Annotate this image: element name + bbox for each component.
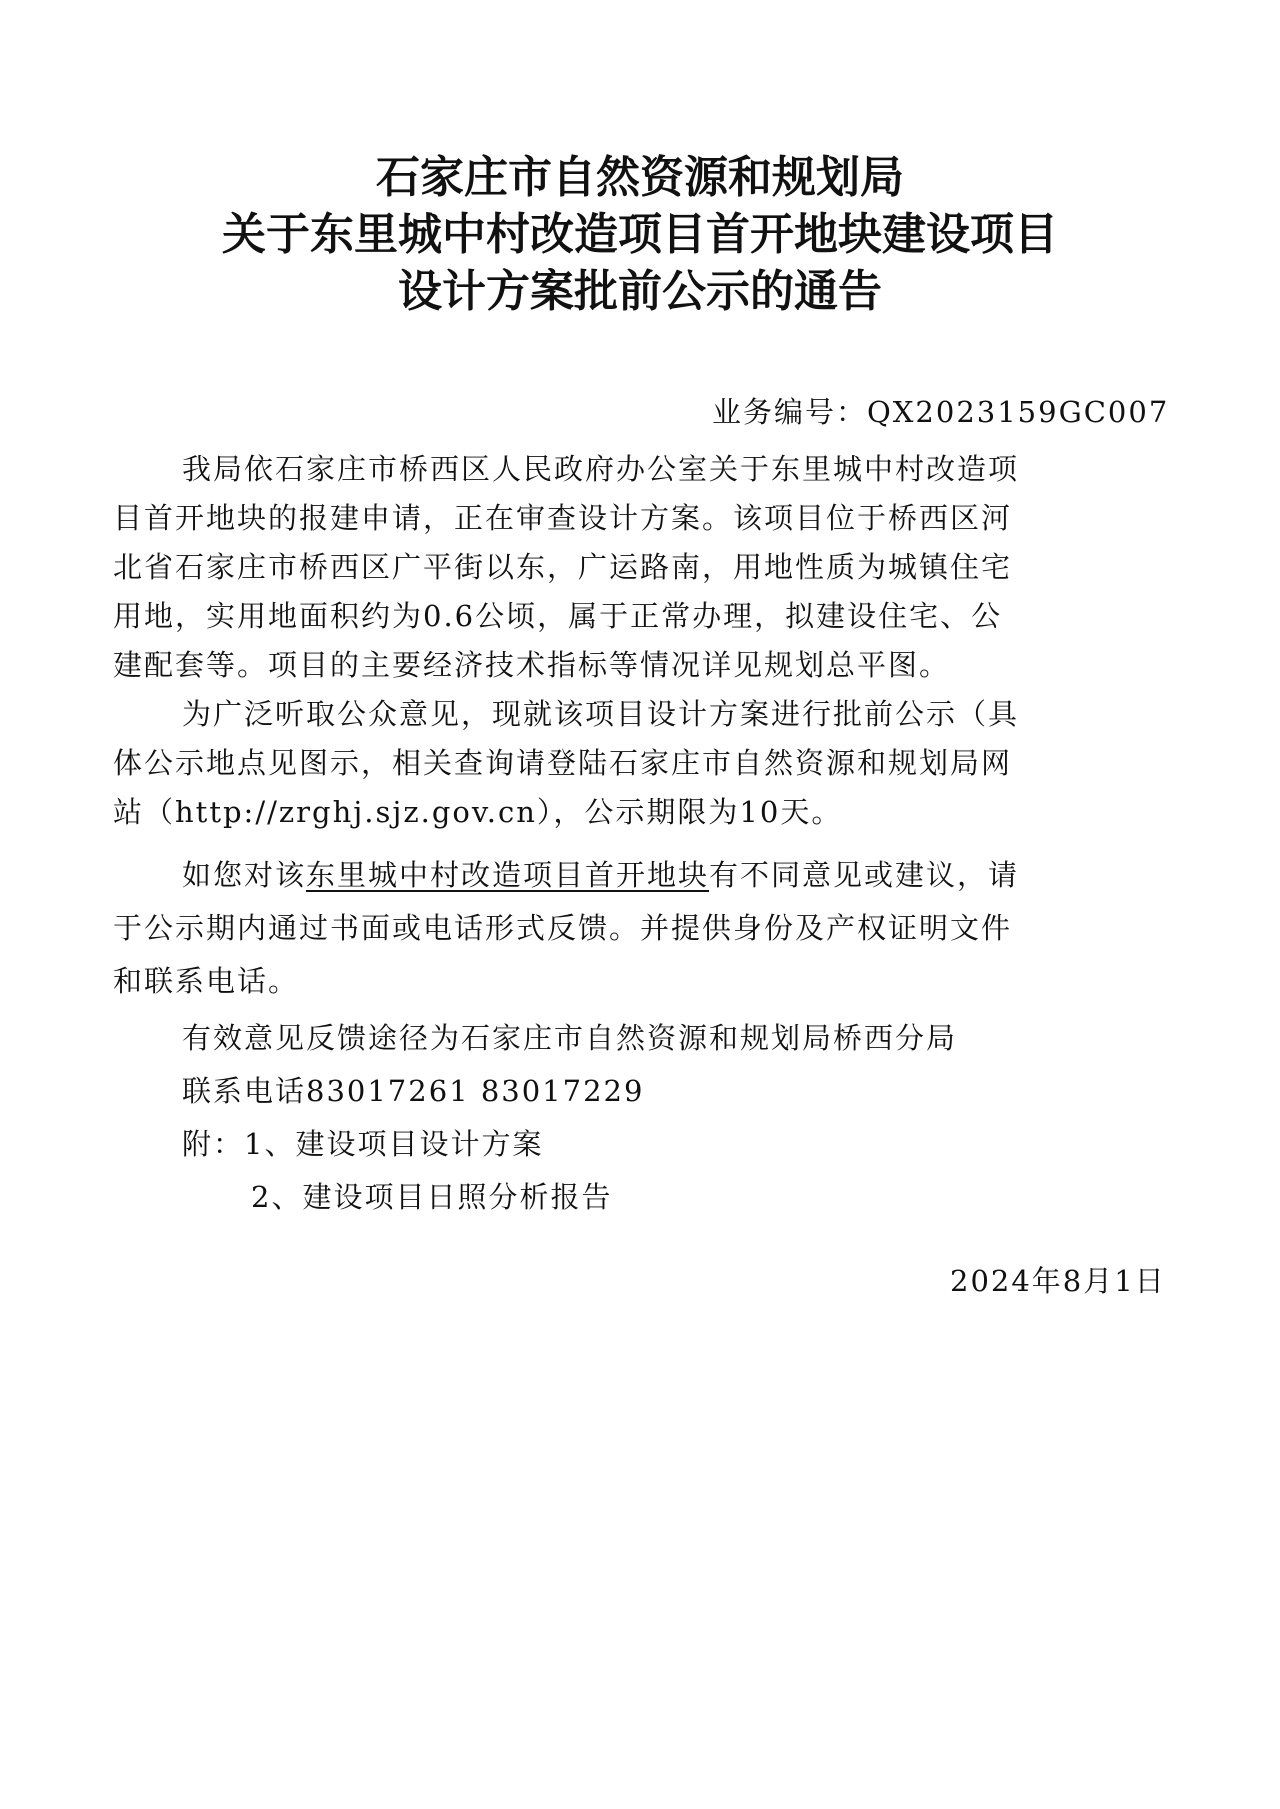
feedback-channel: 有效意见反馈途径为石家庄市自然资源和规划局桥西分局 [182,1021,958,1055]
title-line-2: 关于东里城中村改造项目首开地块建设项目 [222,209,1058,260]
para2-line-1: 为广泛听取公众意见，现就该项目设计方案进行批前公示（具 [182,697,1020,731]
para2-line-2: 体公示地点见图示，相关查询请登陆石家庄市自然资源和规划局网 [113,746,1013,780]
para1-line-4: 用地，实用地面积约为0.6公顷，属于正常办理，拟建设住宅、公 [113,599,1003,633]
para1-line-3: 北省石家庄市桥西区广平街以东，广运路南，用地性质为城镇住宅 [113,550,1013,584]
attachment-1: 附：1、建设项目设计方案 [182,1127,544,1161]
para2-line-3: 站（http://zrghj.sjz.gov.cn），公示期限为10天。 [113,795,843,829]
para3-line-1 [182,855,1019,895]
para3-prefix: 如您对该 [182,858,307,892]
para1-line-2: 目首开地块的报建申请，正在审查设计方案。该项目位于桥西区河 [113,501,1013,535]
title-line-1: 石家庄市自然资源和规划局 [376,152,904,203]
para1-line-5: 建配套等。项目的主要经济技术指标等情况详见规划总平图。 [113,648,951,682]
title-line-3: 设计方案批前公示的通告 [398,266,882,317]
para3-suffix: 有不同意见或建议，请 [709,858,1020,892]
para3-line-2: 于公示期内通过书面或电话形式反馈。并提供身份及产权证明文件 [113,911,1013,945]
notice-date: 2024年8月1日 [950,1264,1166,1298]
para1-line-1: 我局依石家庄市桥西区人民政府办公室关于东里城中村改造项 [182,452,1020,486]
para3-line-3: 和联系电话。 [113,964,300,998]
contact-phone: 联系电话83017261 83017229 [182,1074,645,1108]
business-number: 业务编号：QX2023159GC007 [712,395,1170,429]
project-name-underlined: 东里城中村改造项目首开地块 [306,858,710,892]
attachment-2: 2、建设项目日照分析报告 [251,1180,613,1214]
